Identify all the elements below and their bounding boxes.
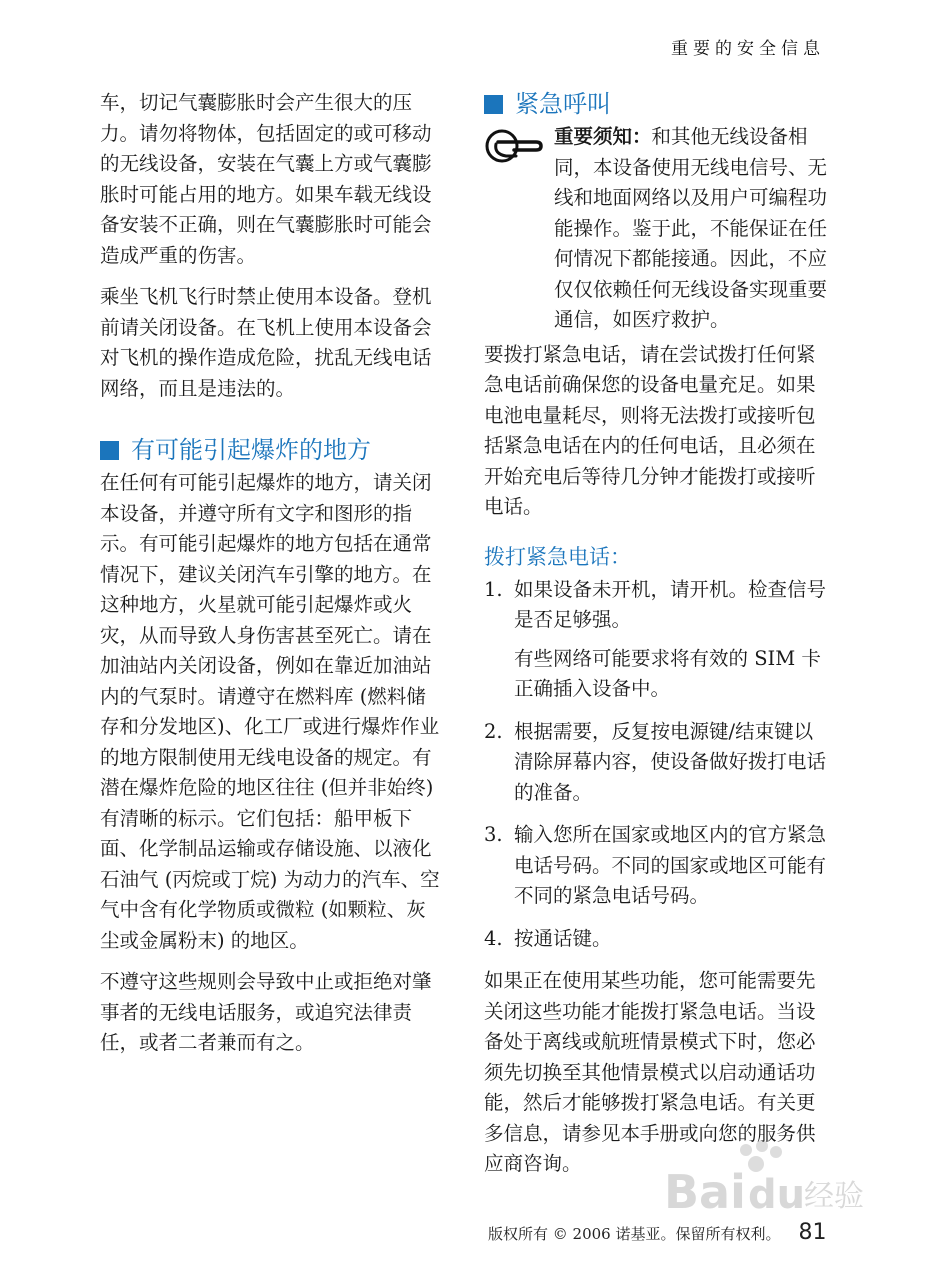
copyright-text: 版权所有 © 2006 诺基亚。保留所有权利。	[488, 1225, 781, 1243]
battery-paragraph: 要拨打紧急电话，请在尝试拨打任何紧急电话前确保您的设备电量充足。如果电池电量耗尽，则将无法拨打或接听包括紧急电话在内的任何电话，且必须在开始充电后等待几分钟才能拨打或接听电话。	[484, 342, 816, 518]
step-text: 根据需要，反复按电源键/结束键以清除屏幕内容，使设备做好拨打电话的准备。	[514, 719, 827, 804]
aircraft-paragraph: 乘坐飞机飞行时禁止使用本设备。登机前请关闭设备。在飞机上使用本设备会对飞机的操作造成危险，扰乱无线电话网络，而且是违法的。	[100, 285, 432, 400]
page-number: 81	[798, 1220, 827, 1245]
list-item	[484, 575, 829, 705]
explosive-paragraph: 在任何有可能引起爆炸的地方，请关闭本设备，并遵守所有文字和图形的指示。有可能引起爆炸的地方包括在通常情况下，建议关闭汽车引擎的地方。在这种地方，火星就可能引起爆炸或火灾，从而导致人身伤害甚至死亡。请在加油站内关闭设备，例如在靠近加油站内的气泵时。请遵守在燃料库 (燃料储存和分发地区)、化工厂或进行爆炸作业的地方限制使用无线电设备的规定。有潜在爆炸危险的地区往往 (但并非始终) 有清晰的标示。它们包括：船甲板下面、化学制品运输或存储设施、以液化石油气 (丙烷或丁烷) 为动力的汽车、空气中含有化学物质或微粒 (如颗粒、灰尘或金属粉末) 的地区。	[100, 471, 440, 952]
list-item	[484, 820, 829, 912]
notice-text: 和其他无线设备相同，本设备使用无线电信号、无线和地面网络以及用户可编程功能操作。鉴于此，不能保证在任何情况下都能接通。因此，不应仅仅依赖任何无线设备实现重要通信，如医疗救护。	[554, 125, 828, 331]
offline-mode-paragraph: 如果正在使用某些功能，您可能需要先关闭这些功能才能拨打紧急电话。当设备处于离线或航班情景模式下时，您必须先切换至其他情景模式以启动通话功能，然后才能够拨打紧急电话。有关更多信息，请参见本手册或向您的服务供应商咨询。	[484, 969, 816, 1175]
step-number: 2.	[484, 719, 503, 743]
emergency-section-title: 紧急呼叫	[515, 90, 611, 118]
page-footer	[488, 1220, 826, 1245]
violation-paragraph: 不遵守这些规则会导致中止或拒绝对肇事者的无线电话服务，或追究法律责任，或者二者兼而有之。	[100, 970, 432, 1054]
explosive-section-heading	[100, 434, 440, 466]
left-column	[100, 88, 440, 1070]
list-item	[484, 717, 829, 809]
step-number: 1.	[484, 577, 503, 601]
notice-body	[554, 122, 829, 336]
step-number: 3.	[484, 823, 503, 846]
emergency-call-subheading: 拨打紧急电话：	[484, 544, 631, 569]
step-number: 4.	[484, 926, 503, 950]
emergency-steps-list	[484, 575, 829, 955]
emergency-section-heading	[484, 88, 829, 120]
airbag-paragraph: 车，切记气囊膨胀时会产生很大的压力。请勿将物体，包括固定的或可移动的无线设备，安装在气囊上方或气囊膨胀时可能占用的地方。如果车载无线设备安装不正确，则在气囊膨胀时可能会造成严重的伤害。	[100, 91, 432, 267]
explosive-section-title: 有可能引起爆炸的地方	[131, 436, 371, 464]
svg-text:经验: 经验	[804, 1179, 864, 1214]
heading-square-icon	[100, 441, 119, 460]
right-column	[484, 88, 829, 1191]
svg-text:Bai: Bai	[664, 1165, 746, 1219]
step-text: 输入您所在国家或地区内的官方紧急电话号码。不同的国家或地区可能有不同的紧急电话号码。	[514, 823, 827, 907]
running-header: 重要的安全信息	[671, 39, 825, 59]
heading-square-icon	[484, 95, 503, 114]
notice-label: 重要须知：	[554, 125, 652, 148]
step-text: 如果设备未开机，请开机。检查信号是否足够强。	[514, 577, 827, 631]
hand-pointing-icon	[484, 122, 554, 336]
step-note: 有些网络可能要求将有效的 SIM 卡正确插入设备中。	[514, 646, 821, 700]
list-item	[484, 924, 829, 955]
important-notice	[484, 122, 829, 336]
step-text: 按通话键。	[514, 926, 612, 950]
svg-text:du: du	[748, 1172, 806, 1218]
